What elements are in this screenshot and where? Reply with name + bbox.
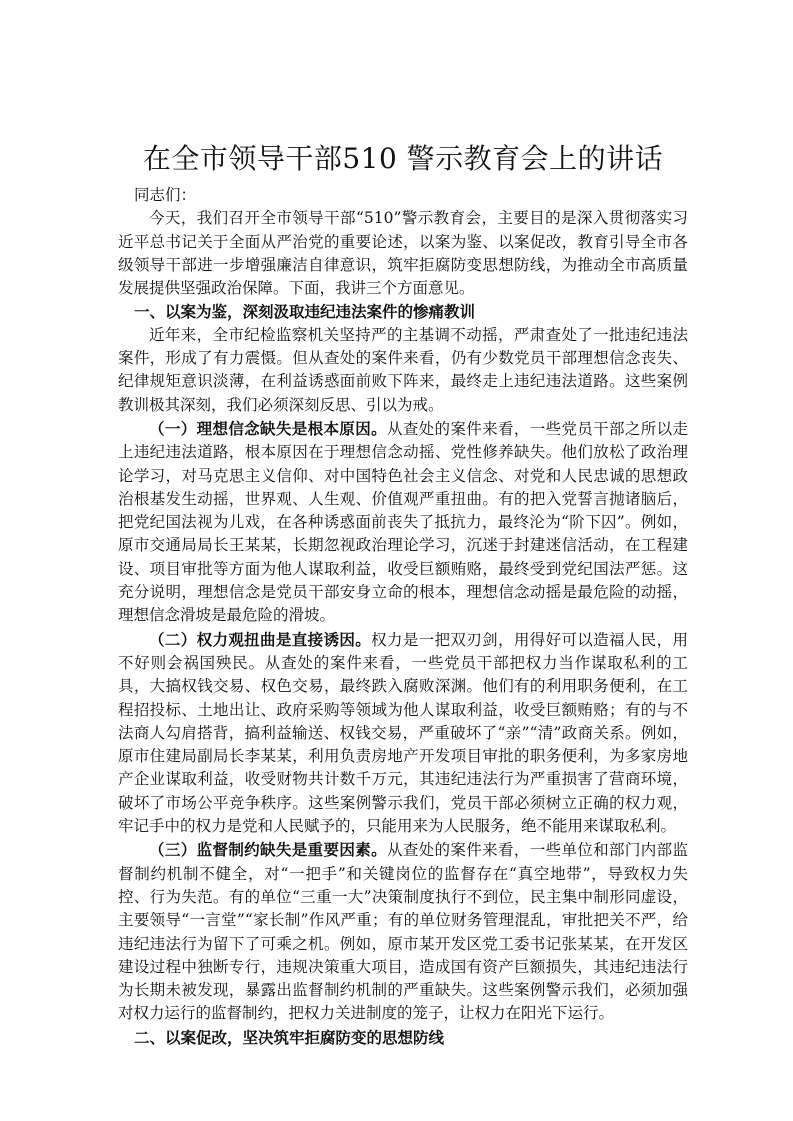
point-3-lead: （三）监督制约缺失是重要因素。 xyxy=(149,840,387,860)
point-2-paragraph xyxy=(118,628,688,839)
intro-paragraph: 今天，我们召开全市领导干部“510”警示教育会，主要目的是深入贯彻落实习近平总书记关于全面从严治党的重要论述，以案为鉴、以案促改，教育引导全市各级领导干部进一步增强廉洁自律意识，筑牢拒腐防变思想防线，为推动全市高质量发展提供坚强政治保障。下面，我讲三个方面意见。 xyxy=(118,209,688,298)
point-2-text: 权力是一把双刃剑，用得好可以造福人民，用不好则会祸国殃民。从查处的案件来看，一些党员干部把权力当作谋取私利的工具，大搞权钱交易、权色交易，最终跌入腐败深渊。他们有的利用职务便利，在工程招投标、土地出让、政府采购等领域为他人谋取利益，收受巨额贿赂；有的与不法商人勾肩搭背，搞利益输送、权钱交易，严重破坏了“亲”“清”政商关系。例如，原市住建局副局长李某某，利用负责房地产开发项目审批的职务便利，为多家房地产企业谋取利益，收受财物共计数千万元，其违纪违法行为严重损害了营商环境，破坏了市场公平竞争秩序。这些案例警示我们，党员干部必须树立正确的权力观，牢记手中的权力是党和人民赋予的，只能用来为人民服务，绝不能用来谋取私利。 xyxy=(118,630,688,836)
salutation: 同志们： xyxy=(134,186,197,204)
document-title: 在全市领导干部510 警示教育会上的讲话 xyxy=(142,142,664,175)
point-1-paragraph xyxy=(118,417,688,628)
document-page xyxy=(118,140,688,1049)
point-1-text: 从查处的案件来看，一些党员干部之所以走上违纪违法道路，根本原因在于理想信念动摇、党性修养缺失。他们放松了政治理论学习，对马克思主义信仰、对中国特色社会主义信念、对党和人民忠诚的思想政治根基发生动摇，世界观、人生观、价值观严重扭曲。有的把入党誓言抛诸脑后，把党纪国法视为儿戏，在各种诱惑面前丧失了抵抗力，最终沦为“阶下囚”。例如，原市交通局局长王某某，长期忽视政治理论学习，沉迷于封建迷信活动，在工程建设、项目审批等方面为他人谋取利益，收受巨额贿赂，最终受到党纪国法严惩。这充分说明，理想信念是党员干部安身立命的根本，理想信念动摇是最危险的动摇，理想信念滑坡是最危险的滑坡。 xyxy=(118,419,688,625)
section-2-heading: 二、以案促改，坚决筑牢拒腐防变的思想防线 xyxy=(134,1027,445,1047)
point-1-lead: （一）理想信念缺失是根本原因。 xyxy=(149,418,387,438)
point-2-lead: （二）权力观扭曲是直接诱因。 xyxy=(149,629,372,649)
point-3-text: 从查处的案件来看，一些单位和部门内部监督制约机制不健全，对“一把手”和关键岗位的监督存在“真空地带”，导致权力失控、行为失范。有的单位“三重一大”决策制度执行不到位，民主集中制形同虚设，主要领导“一言堂”“家长制”作风严重；有的单位财务管理混乱，审批把关不严，给违纪违法行为留下了可乘之机。例如，原市某开发区党工委书记张某某，在开发区建设过程中独断专行，违规决策重大项目，造成国有资产巨额损失，其违纪违法行为长期未被发现，暴露出监督制约机制的严重缺失。这些案例警示我们，必须加强对权力运行的监督制约，把权力关进制度的笼子，让权力在阳光下运行。 xyxy=(118,841,688,1023)
section-1-paragraph: 近年来，全市纪检监察机关坚持严的主基调不动摇，严肃查处了一批违纪违法案件，形成了有力震慑。但从查处的案件来看，仍有少数党员干部理想信念丧失、纪律规矩意识淡薄，在利益诱惑面前败下阵来，最终走上违纪违法道路。这些案例教训极其深刻，我们必须深刻反思、引以为戒。 xyxy=(118,325,688,414)
section-1-heading: 一、以案为鉴，深刻汲取违纪违法案件的惨痛教训 xyxy=(134,302,476,322)
point-3-paragraph xyxy=(118,838,688,1025)
